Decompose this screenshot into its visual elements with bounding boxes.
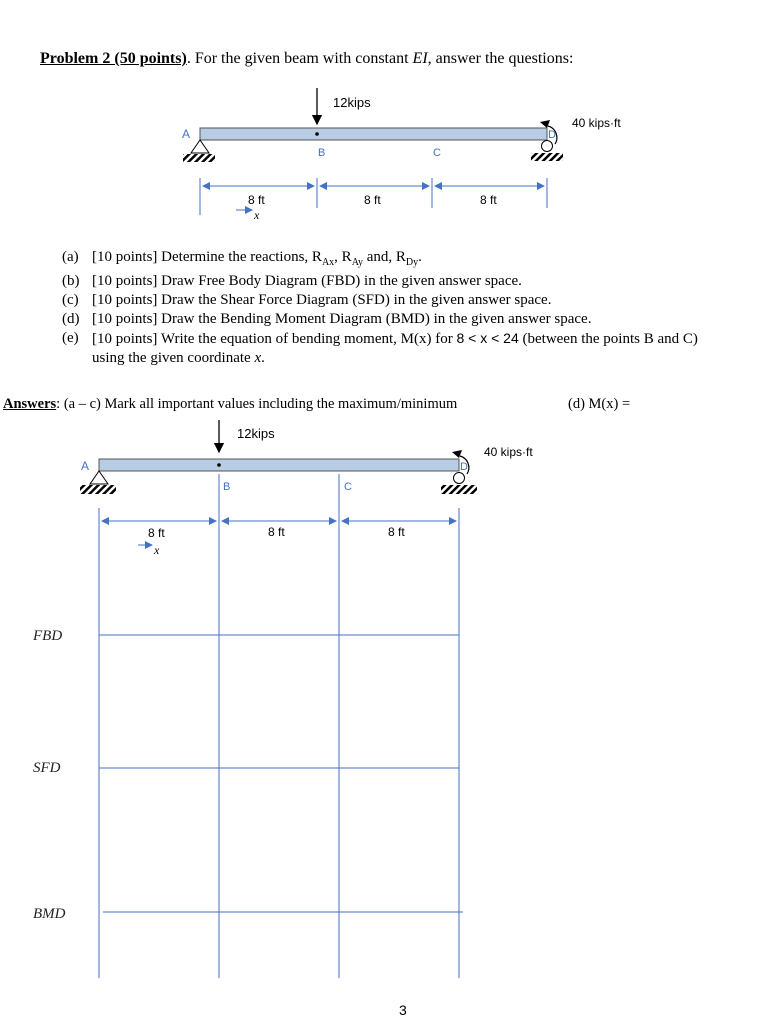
question-b: (b) [10 points] Draw Free Body Diagram (FBD) in the given answer space. bbox=[62, 273, 522, 289]
question-e-line2: using the given coordinate x. bbox=[92, 350, 265, 366]
question-a: (a) [10 points] Determine the reactions, $R_{Ax}$, $R_{Ay}$ and, $R_{Dy}$. bbox=[62, 249, 422, 268]
roller-support-d bbox=[542, 141, 553, 152]
answer-roller-support-d bbox=[454, 473, 465, 484]
question-d: (d) [10 points] Draw the Bending Moment Diagram (BMD) in the given answer space. bbox=[62, 311, 592, 327]
point-c-label: C bbox=[433, 147, 441, 159]
problem-text: . For the given beam with constant bbox=[186, 50, 413, 67]
question-c: (c) [10 points] Draw the Shear Force Diagram (SFD) in the given answer space. bbox=[62, 292, 552, 308]
ei-symbol: EI bbox=[412, 50, 428, 67]
answer-moment-label: 40 kips·ft bbox=[484, 445, 533, 459]
problem-tail: , answer the questions: bbox=[427, 50, 574, 67]
answer-span-label-1: 8 ft bbox=[148, 526, 165, 540]
point-a-label: A bbox=[182, 127, 191, 141]
point-b-label: B bbox=[318, 147, 326, 159]
question-list bbox=[62, 248, 698, 368]
answer-ground-hatch-a bbox=[80, 485, 116, 494]
ground-hatch-d bbox=[531, 153, 563, 161]
beam-diagram-top bbox=[0, 80, 781, 240]
answer-span-label-2: 8 ft bbox=[268, 525, 285, 539]
load-point-dot bbox=[315, 132, 319, 136]
answer-span-label-3: 8 ft bbox=[388, 525, 405, 539]
question-e: (e) [10 points] Write the equation of bending moment, M(x) for 8 < x < 24 (between the points B and C) bbox=[62, 330, 698, 347]
answer-load-label: 12kips bbox=[237, 426, 275, 441]
beam bbox=[200, 128, 547, 140]
load-label: 12kips bbox=[333, 95, 371, 110]
point-d-label: D bbox=[548, 129, 556, 141]
span-label-3: 8 ft bbox=[480, 193, 497, 207]
answer-pin-support-a bbox=[90, 471, 108, 484]
fbd-label: FBD bbox=[33, 628, 63, 644]
answer-x-label: x bbox=[154, 543, 160, 557]
bmd-label: BMD bbox=[33, 906, 66, 922]
ground-hatch-a bbox=[183, 154, 215, 162]
answer-point-c-label: C bbox=[344, 481, 352, 493]
answer-beam-diagram bbox=[0, 412, 781, 992]
answer-moment-arrowhead bbox=[452, 450, 462, 458]
moment-arrowhead bbox=[540, 120, 550, 128]
sfd-label: SFD bbox=[33, 760, 61, 776]
answer-point-a-label: A bbox=[81, 459, 90, 473]
problem-title bbox=[40, 50, 573, 68]
page-number: 3 bbox=[399, 1002, 407, 1018]
answer-point-d-label: D bbox=[460, 461, 468, 473]
answers-heading: Answers: (a – c) Mark all important values including the maximum/minimum bbox=[3, 396, 458, 412]
d-mx-label: (d) M(x) = bbox=[568, 396, 631, 412]
x-label: x bbox=[254, 208, 260, 222]
answer-load-point-dot bbox=[217, 463, 221, 467]
problem-heading: Problem 2 (50 points) bbox=[40, 50, 187, 67]
span-label-2: 8 ft bbox=[364, 193, 381, 207]
answer-ground-hatch-d bbox=[441, 485, 477, 494]
pin-support-a bbox=[191, 140, 209, 153]
answer-point-b-label: B bbox=[223, 481, 231, 493]
moment-label: 40 kips·ft bbox=[572, 116, 621, 130]
span-label-1: 8 ft bbox=[248, 193, 265, 207]
answer-beam bbox=[99, 459, 459, 471]
